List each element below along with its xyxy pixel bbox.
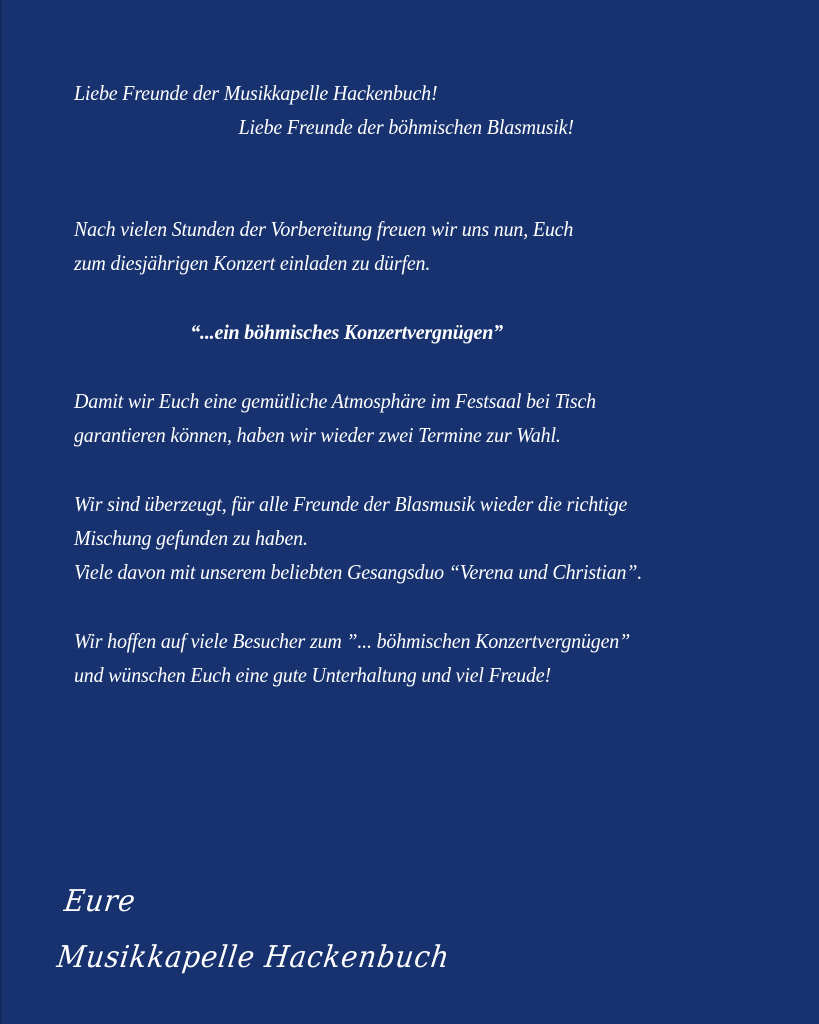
spacer [74,452,744,487]
signature [54,874,712,986]
atmosphere-line-1: Damit wir Euch eine gemütliche Atmosphäre im Festsaal bei Tisch [74,389,596,413]
spacer [74,280,744,315]
spacer [74,589,744,624]
program-line-2: Mischung gefunden zu haben. [74,526,308,550]
concert-motto: “...ein böhmisches Konzertvergnügen” [190,320,503,344]
closing-line-1: Wir hoffen auf viele Besucher zum ”... böhmischen Konzertvergnügen” [74,629,631,653]
letter-body [74,76,744,692]
signature-line-2: Musikkapelle Hackenbuch [54,940,452,975]
greeting-line-2: Liebe Freunde der böhmischen Blasmusik! [238,115,574,139]
intro-line-1: Nach vielen Stunden der Vorbereitung freuen wir uns nun, Euch [74,217,574,241]
closing-line-2: und wünschen Euch eine gute Unterhaltung und viel Freude! [74,663,551,687]
greeting-line-1: Liebe Freunde der Musikkapelle Hackenbuch! [74,81,438,105]
spacer [74,144,744,212]
program-line-3: Viele davon mit unserem beliebten Gesangsduo “Verena und Christian”. [74,560,643,584]
signature-line-1: Eure [62,884,138,919]
program-line-1: Wir sind überzeugt, für alle Freunde der Blasmusik wieder die richtige [74,492,628,516]
intro-line-2: zum diesjährigen Konzert einladen zu dürfen. [74,251,431,275]
spacer [74,349,744,384]
atmosphere-line-2: garantieren können, haben wir wieder zwei Termine zur Wahl. [74,423,561,447]
